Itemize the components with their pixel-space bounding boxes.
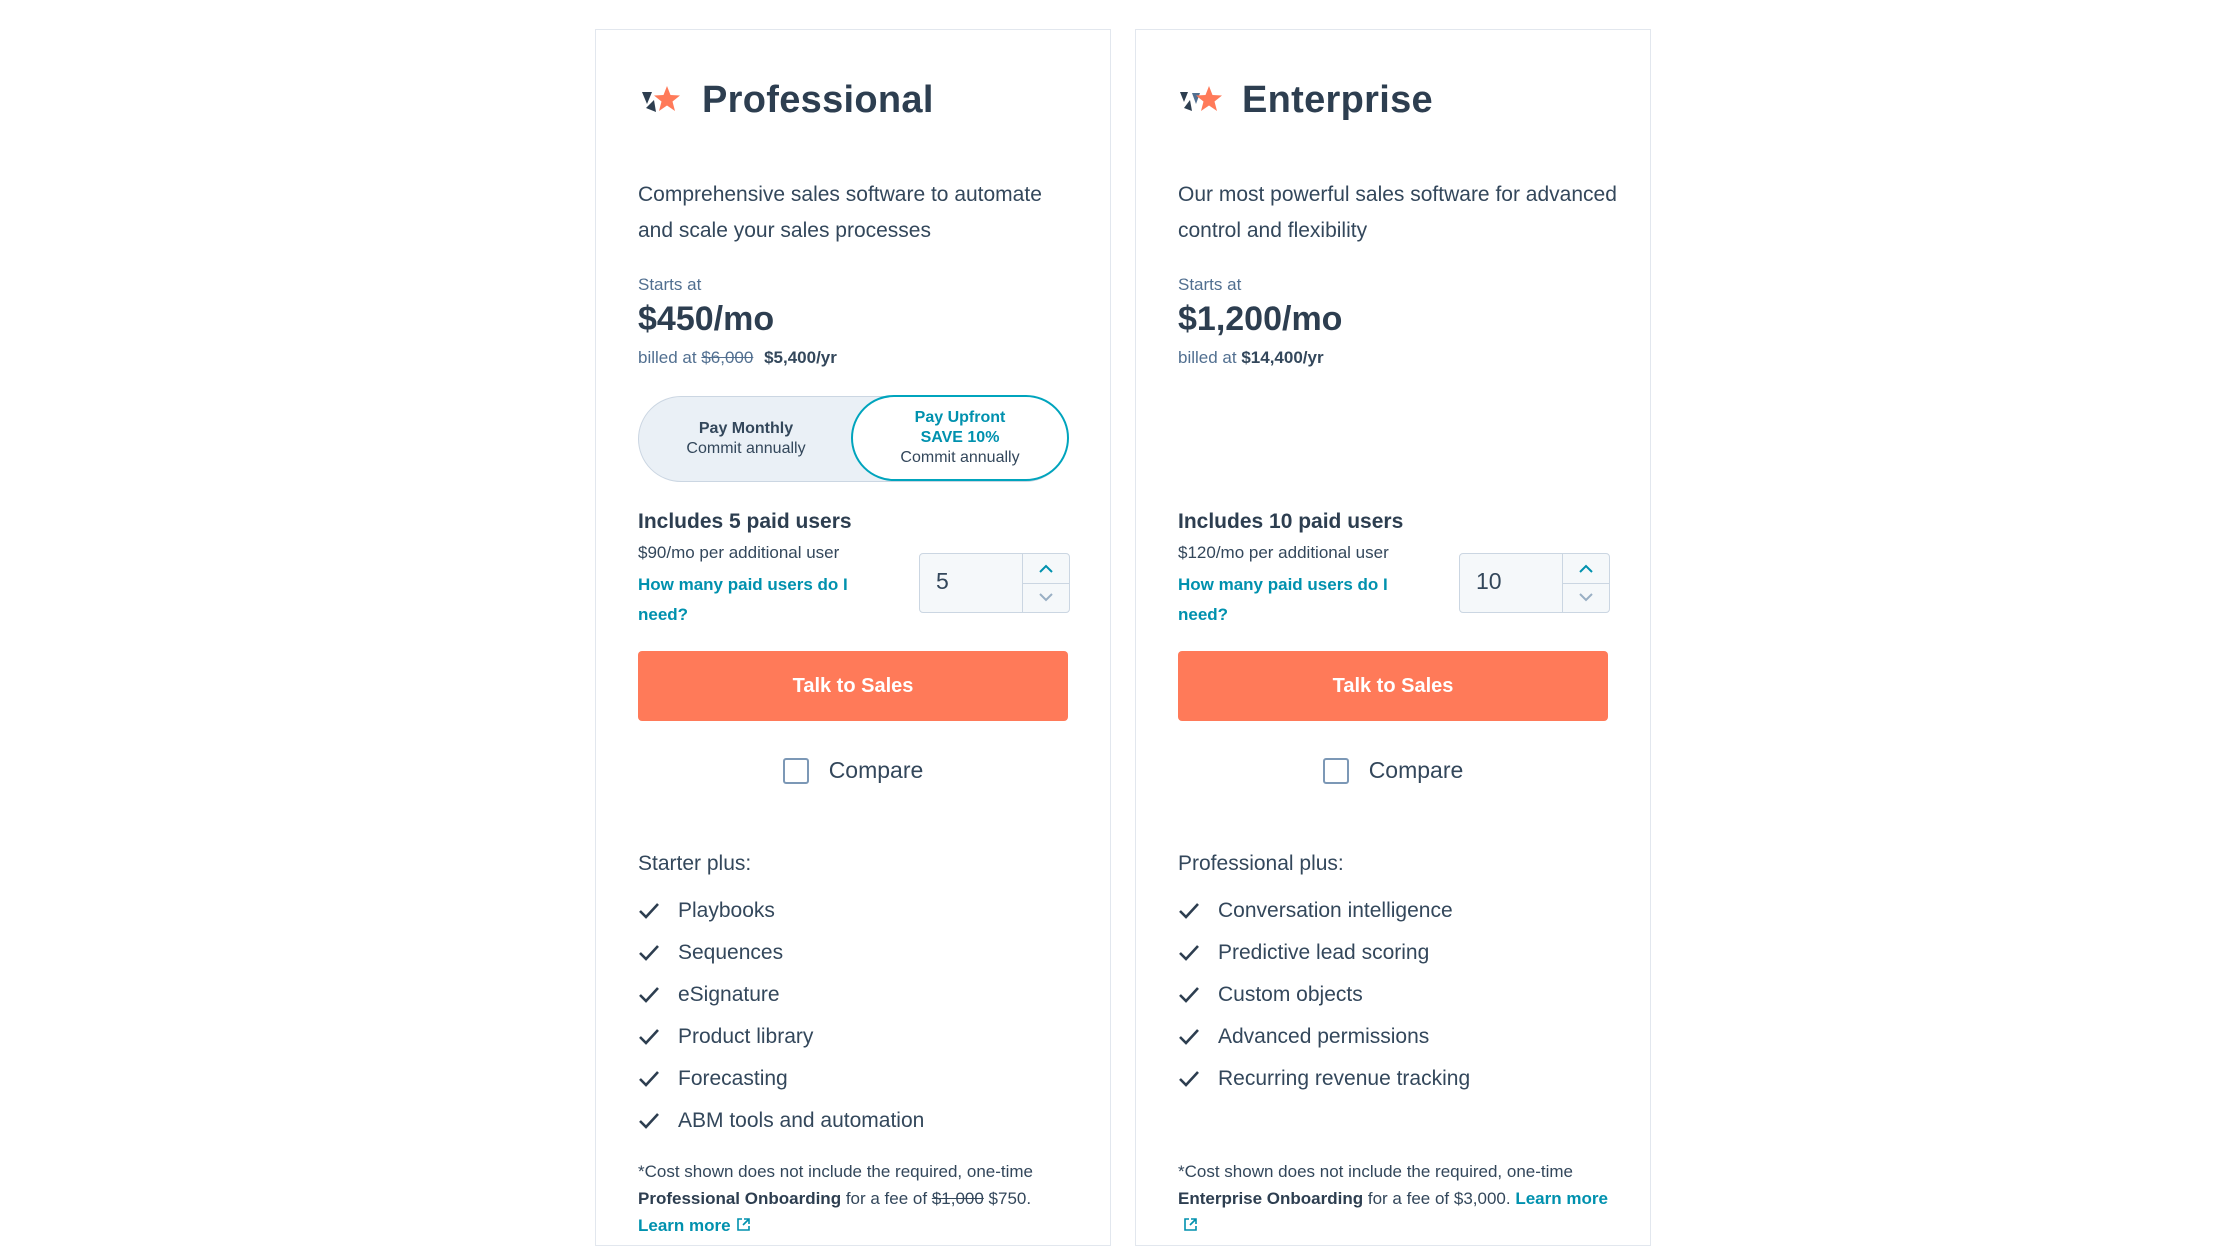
plan-price: $1,200/mo — [1178, 300, 1343, 338]
plan-description: Comprehensive sales software to automate and scale your sales processes — [638, 183, 1042, 242]
footnote-text: for a fee of $3,000. — [1363, 1189, 1511, 1208]
footnote-text: for a fee of — [841, 1189, 932, 1208]
plan-description: Our most powerful sales software for advanced control and flexibility — [1178, 183, 1617, 242]
footnote-new-fee: $750. — [983, 1189, 1032, 1208]
checkmark-icon — [638, 986, 660, 1004]
checkmark-icon — [1178, 944, 1200, 962]
feature-label: Custom objects — [1218, 983, 1363, 1006]
feature-label: Predictive lead scoring — [1218, 941, 1430, 964]
talk-to-sales-button[interactable]: Talk to Sales — [638, 651, 1068, 721]
feature-item — [638, 890, 924, 932]
increment-button[interactable] — [1563, 554, 1609, 584]
per-user-price: $90/mo per additional user — [638, 543, 840, 562]
plan-header — [638, 70, 934, 130]
feature-label: eSignature — [678, 983, 780, 1006]
footnote-onboarding-name: Professional Onboarding — [638, 1189, 842, 1208]
decrement-button[interactable] — [1563, 583, 1609, 612]
chevron-down-icon — [1579, 593, 1593, 602]
feature-label: Playbooks — [678, 899, 775, 922]
checkmark-icon — [638, 1112, 660, 1130]
sprocket-logo-icon — [638, 82, 684, 118]
learn-more-label[interactable]: Learn more — [638, 1216, 731, 1235]
pay-upfront-label: Pay Upfront — [914, 409, 1006, 426]
feature-label: Product library — [678, 1025, 814, 1048]
increment-button[interactable] — [1023, 554, 1069, 584]
pay-monthly-option[interactable] — [639, 397, 853, 481]
billed-old-price: $6,000 — [701, 348, 754, 367]
pay-upfront-sub: Commit annually — [900, 449, 1020, 466]
stepper-buttons — [1562, 554, 1609, 612]
plan-title: Enterprise — [1242, 78, 1433, 121]
feature-item — [638, 1100, 924, 1142]
billed-new-price: $5,400/yr — [764, 348, 837, 367]
pay-monthly-sub: Commit annually — [686, 440, 806, 457]
starts-at-label: Starts at — [638, 275, 702, 294]
footnote-onboarding-name: Enterprise Onboarding — [1178, 1189, 1364, 1208]
user-count-value[interactable]: 5 — [936, 568, 949, 594]
feature-label: Recurring revenue tracking — [1218, 1067, 1471, 1090]
feature-label: Forecasting — [678, 1067, 788, 1090]
feature-item — [1178, 890, 1470, 932]
feature-item — [1178, 932, 1470, 974]
feature-item — [638, 932, 924, 974]
billed-prefix: billed at — [1178, 348, 1237, 367]
footnote-text: *Cost shown does not include the required, one-time — [1178, 1162, 1574, 1181]
checkmark-icon — [1178, 1028, 1200, 1046]
starts-at-label: Starts at — [1178, 275, 1242, 294]
compare-checkbox[interactable] — [1323, 758, 1349, 784]
onboarding-footnote — [1178, 1158, 1618, 1239]
user-count-stepper[interactable] — [919, 553, 1070, 613]
paid-users-help-link[interactable]: How many paid users do I need? — [638, 575, 848, 624]
onboarding-footnote — [638, 1158, 1078, 1239]
billing-toggle[interactable] — [638, 396, 1068, 482]
billed-amount — [638, 348, 837, 368]
footnote-old-fee: $1,000 — [931, 1189, 984, 1208]
plan-card-professional — [595, 29, 1111, 1246]
compare-toggle[interactable] — [638, 757, 1068, 784]
per-user-price: $120/mo per additional user — [1178, 543, 1389, 562]
checkmark-icon — [1178, 902, 1200, 920]
billed-prefix: billed at — [638, 348, 697, 367]
features-heading: Professional plus: — [1178, 852, 1344, 875]
features-heading: Starter plus: — [638, 852, 752, 875]
user-count-value[interactable]: 10 — [1476, 568, 1502, 594]
feature-item — [638, 1058, 924, 1100]
compare-toggle[interactable] — [1178, 757, 1608, 784]
feature-item — [1178, 1058, 1470, 1100]
checkmark-icon — [638, 944, 660, 962]
checkmark-icon — [638, 902, 660, 920]
plan-price: $450/mo — [638, 300, 775, 338]
chevron-up-icon — [1579, 564, 1593, 573]
pay-upfront-option[interactable] — [851, 395, 1069, 481]
plan-header — [1178, 70, 1433, 130]
pay-monthly-label: Pay Monthly — [698, 420, 794, 437]
talk-to-sales-button[interactable]: Talk to Sales — [1178, 651, 1608, 721]
checkmark-icon — [638, 1070, 660, 1088]
external-link-icon — [1183, 1217, 1198, 1232]
external-link-icon — [736, 1217, 751, 1232]
checkmark-icon — [1178, 986, 1200, 1004]
decrement-button[interactable] — [1023, 583, 1069, 612]
compare-label[interactable]: Compare — [1368, 757, 1464, 783]
feature-item — [1178, 1016, 1470, 1058]
paid-users-help-link[interactable]: How many paid users do I need? — [1178, 575, 1388, 624]
feature-list — [1178, 890, 1470, 1100]
feature-item — [638, 974, 924, 1016]
plan-card-enterprise — [1135, 29, 1651, 1246]
chevron-down-icon — [1039, 593, 1053, 602]
feature-label: Sequences — [678, 941, 784, 964]
billed-amount — [1178, 348, 1324, 368]
billed-new-price: $14,400/yr — [1241, 348, 1324, 367]
checkmark-icon — [638, 1028, 660, 1046]
stepper-buttons — [1022, 554, 1069, 612]
feature-item — [1178, 974, 1470, 1016]
compare-checkbox[interactable] — [783, 758, 809, 784]
feature-label: ABM tools and automation — [678, 1109, 925, 1132]
save-badge: SAVE 10% — [920, 429, 1000, 446]
feature-item — [638, 1016, 924, 1058]
checkmark-icon — [1178, 1070, 1200, 1088]
feature-label: Conversation intelligence — [1218, 899, 1453, 922]
feature-label: Advanced permissions — [1218, 1025, 1430, 1048]
chevron-up-icon — [1039, 564, 1053, 573]
learn-more-link[interactable] — [638, 1216, 751, 1235]
feature-list — [638, 890, 924, 1142]
plan-title: Professional — [702, 78, 934, 121]
included-users: Includes 5 paid users — [638, 510, 852, 533]
footnote-text: *Cost shown does not include the required, one-time — [638, 1162, 1034, 1181]
sprocket-logo-icon — [1178, 82, 1224, 118]
user-count-stepper[interactable] — [1459, 553, 1610, 613]
included-users: Includes 10 paid users — [1178, 510, 1404, 533]
learn-more-label[interactable]: Learn more — [1515, 1189, 1608, 1208]
compare-label[interactable]: Compare — [828, 757, 924, 783]
